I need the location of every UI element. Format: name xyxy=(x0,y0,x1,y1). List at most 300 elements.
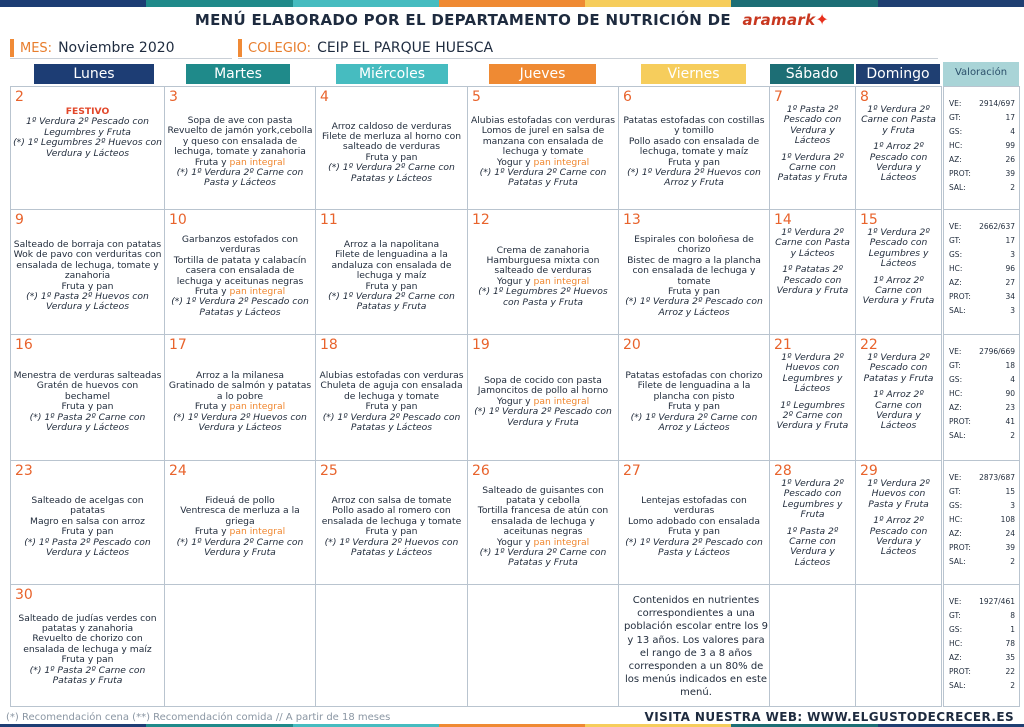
cena-recommendation: (*) 1º Verdura 2º Carne con Verdura y Fruta xyxy=(176,536,304,559)
nutrient-label: SAL: xyxy=(949,306,966,315)
pan-integral-text: pan integral xyxy=(533,536,590,548)
nutrient-row xyxy=(949,515,1015,524)
valoracion-cell xyxy=(943,209,1020,335)
day-number: 21 xyxy=(774,337,792,353)
weekend-suggestion: 1º Verdura 2º Carne con Pasta y Lácteos xyxy=(775,227,850,259)
day-number: 24 xyxy=(169,463,187,479)
nutrient-value: 26 xyxy=(1005,155,1015,164)
menu-content xyxy=(470,246,616,308)
cena-recommendation: (*) 1º Pasta 2º Carne con Patatas y Fruta xyxy=(29,664,146,686)
dish-line: Fideuá de pollo xyxy=(205,495,275,506)
menu-content xyxy=(470,486,616,569)
day-cell xyxy=(315,584,468,707)
menu-content xyxy=(13,496,162,558)
nutrient-value: 39 xyxy=(1005,543,1015,552)
website-link[interactable]: VISITA NUESTRA WEB: WWW.ELGUSTODECRECER.ES xyxy=(644,710,1014,724)
dessert-text: Fruta y pan xyxy=(61,401,114,413)
nutrient-value: 15 xyxy=(1005,487,1015,496)
menu-content xyxy=(774,105,851,190)
day-cell xyxy=(467,460,619,585)
cena-recommendation: (*) 1º Verdura 2º Huevos con Arroz y Fruta xyxy=(627,167,761,189)
dish-line: Alubias estofadas con verduras xyxy=(470,115,616,126)
menu-content xyxy=(774,228,851,302)
day-number: 26 xyxy=(472,463,490,479)
dish-line: Revuelto de jamón york,cebolla y queso con ensalada de lechuga, tomate y zanahoria xyxy=(167,125,313,158)
nutrient-label: VE: xyxy=(949,222,962,231)
dessert-text: Fruta y pan xyxy=(61,280,114,292)
cena-recommendation: (*) 1º Legumbres 2º Huevos con Pasta y Fruta xyxy=(478,286,608,308)
cena-recommendation: (*) 1º Verdura 2º Pescado con Verdura y Fruta xyxy=(474,406,612,428)
day-cell xyxy=(10,86,165,210)
day-cell xyxy=(164,584,316,707)
cena-recommendation: (*) 1º Verdura 2º Pescado con Patatas y Lácteos xyxy=(171,296,309,318)
dish-line: Arroz con salsa de tomate xyxy=(331,495,452,506)
day-cell xyxy=(164,86,316,210)
nutrient-label: SAL: xyxy=(949,681,966,690)
nutrient-row xyxy=(949,653,1015,662)
nutrient-value: 2 xyxy=(1010,431,1015,440)
day-cell xyxy=(315,209,468,335)
top-color-stripe xyxy=(0,0,1024,7)
nutrient-row xyxy=(949,557,1015,566)
dessert-text: Fruta y pan xyxy=(667,286,720,298)
nutrient-label: GT: xyxy=(949,361,961,370)
dish-line: Filete de merluza al horno con salteado de verduras xyxy=(321,130,462,153)
menu-content xyxy=(860,353,937,438)
dessert-text: Fruta y pan xyxy=(667,156,720,168)
day-cell xyxy=(855,460,942,585)
nutrient-row xyxy=(949,625,1015,634)
day-cell xyxy=(618,460,770,585)
day-number: 30 xyxy=(15,587,33,603)
nutrient-value: 41 xyxy=(1005,417,1015,426)
nutrient-label: HC: xyxy=(949,389,963,398)
dessert-text: Fruta y pan xyxy=(365,151,418,163)
nutrient-value: 2796/669 xyxy=(979,347,1015,356)
dessert-text: Fruta y pan xyxy=(61,654,114,666)
day-number: 22 xyxy=(860,337,878,353)
nutrient-note: Contenidos en nutrientes correspondientes a una población escolar entre los 9 y 13 años. Los valores para el rango de 3 a 8 años corresponden a un 80% de los menús indicados en este menú. xyxy=(623,595,769,699)
pan-integral-text: pan integral xyxy=(533,156,590,168)
nutrient-value: 22 xyxy=(1005,667,1015,676)
nutrient-value: 2873/687 xyxy=(979,473,1015,482)
weekend-suggestion: 1º Arroz 2º Carne con Verdura y Fruta xyxy=(862,274,935,307)
day-cell xyxy=(10,209,165,335)
menu-content xyxy=(774,353,851,438)
nutrient-label: AZ: xyxy=(949,529,962,538)
nutrient-value: 96 xyxy=(1005,264,1015,273)
dish-line: Arroz a la napolitana xyxy=(343,239,440,250)
dessert-text: Fruta y xyxy=(194,401,230,413)
day-cell xyxy=(10,584,165,707)
menu-content xyxy=(860,228,937,313)
nutrient-row xyxy=(949,417,1015,426)
weekend-suggestion: 1º Verdura 2º Carne con Patatas y Fruta xyxy=(777,151,848,184)
day-cell xyxy=(467,209,619,335)
festivo-label: FESTIVO xyxy=(65,106,110,117)
day-cell xyxy=(164,334,316,461)
nutrient-value: 2662/637 xyxy=(979,222,1015,231)
menu-content xyxy=(13,371,162,433)
weekend-suggestion: 1º Legumbres 2º Carne con Verdura y Fruta xyxy=(776,399,849,432)
menu-content xyxy=(621,496,767,558)
nutrient-row xyxy=(949,543,1015,552)
weekend-suggestion: 1º Arroz 2º Pescado con Verdura y Lácteos xyxy=(869,515,928,558)
cena-recommendation: (*) 1º Verdura 2º Carne con Arroz y Lácteos xyxy=(630,411,758,434)
nutrient-row xyxy=(949,292,1015,301)
nutrient-label: SAL: xyxy=(949,431,966,440)
day-number: 18 xyxy=(320,337,338,353)
nutrient-value: 4 xyxy=(1010,127,1015,136)
dessert-text: Fruta y pan xyxy=(667,526,720,538)
dessert-text: Fruta y pan xyxy=(365,526,418,538)
nutrient-row xyxy=(949,639,1015,648)
nutrient-row xyxy=(949,113,1015,122)
nutrient-label: SAL: xyxy=(949,183,966,192)
nutrient-label: GS: xyxy=(949,625,963,634)
day-number: 9 xyxy=(15,212,24,228)
nutrient-value: 17 xyxy=(1005,113,1015,122)
day-number: 16 xyxy=(15,337,33,353)
nutrient-label: AZ: xyxy=(949,653,962,662)
nutrient-value: 78 xyxy=(1005,639,1015,648)
dessert-text: Yogur y xyxy=(496,275,534,287)
nutrient-value: 2 xyxy=(1010,557,1015,566)
nutrient-row xyxy=(949,347,1015,356)
menu-content xyxy=(621,116,767,189)
dish-line: Sopa de ave con pasta xyxy=(187,115,293,126)
menu-content xyxy=(13,240,162,313)
nutrient-row xyxy=(949,611,1015,620)
day-cell xyxy=(855,584,942,707)
page-title xyxy=(0,10,1024,29)
dessert-text: Fruta y pan xyxy=(667,401,720,413)
dish-line: Espirales con boloñesa de chorizo xyxy=(634,234,754,256)
dish-line: Gratén de huevos con bechamel xyxy=(36,380,139,402)
dish-line: Sopa de cocido con pasta xyxy=(484,375,602,386)
menu-content xyxy=(470,376,616,428)
day-number: 19 xyxy=(472,337,490,353)
menu-content xyxy=(318,122,465,184)
menu-content xyxy=(621,371,767,433)
nutrient-row xyxy=(949,169,1015,178)
valoracion-cell xyxy=(943,584,1020,707)
day-header-2: Miércoles xyxy=(336,64,448,84)
day-cell xyxy=(769,334,856,461)
cena-recommendation: (*) 1º Pasta 2º Pescado con Verdura y Lácteos xyxy=(24,536,151,559)
nutrient-row xyxy=(949,529,1015,538)
colegio-underline xyxy=(238,58,938,59)
dish-line: Pollo asado con ensalada de lechuga, tomate y maíz xyxy=(628,135,760,158)
menu-content xyxy=(318,496,465,558)
cena-recommendation: (*) 1º Legumbres 2º Huevos con Verdura y Lácteos xyxy=(13,137,162,159)
cena-recommendation: (*) 1º Pasta 2º Huevos con Verdura y Lácteos xyxy=(26,291,149,313)
nutrient-row xyxy=(949,183,1015,192)
weekend-suggestion: 1º Verdura 2º Huevos con Legumbres y Lácteos xyxy=(781,352,844,395)
day-number: 15 xyxy=(860,212,878,228)
day-cell xyxy=(10,460,165,585)
nutrient-row xyxy=(949,681,1015,690)
cena-recommendation: (*) 1º Verdura 2º Pescado con Patatas y Lácteos xyxy=(322,411,461,434)
nutrient-label: HC: xyxy=(949,515,963,524)
nutrient-value: 2914/697 xyxy=(979,99,1015,108)
nutrient-label: HC: xyxy=(949,141,963,150)
dish-line: Arroz a la milanesa xyxy=(195,370,285,381)
day-number: 13 xyxy=(623,212,641,228)
cena-recommendation: (*) 1º Verdura 2º Pescado con Pasta y Lácteos xyxy=(625,536,763,559)
nutrient-row xyxy=(949,278,1015,287)
nutrient-row xyxy=(949,361,1015,370)
nutrient-label: PROT: xyxy=(949,543,971,552)
nutrient-label: PROT: xyxy=(949,667,971,676)
day-cell xyxy=(855,209,942,335)
nutrient-label: AZ: xyxy=(949,278,962,287)
menu-content xyxy=(860,479,937,564)
nutrient-label: HC: xyxy=(949,264,963,273)
day-number: 11 xyxy=(320,212,338,228)
pan-integral-text: pan integral xyxy=(229,156,286,168)
day-number: 4 xyxy=(320,89,329,105)
recomendacion-footnote: (*) Recomendación cena (**) Recomendación comida // A partir de 18 meses xyxy=(6,712,391,723)
nutrient-row xyxy=(949,375,1015,384)
nutrient-row xyxy=(949,236,1015,245)
day-number: 25 xyxy=(320,463,338,479)
nutrient-row xyxy=(949,403,1015,412)
nutrient-label: VE: xyxy=(949,473,962,482)
dessert-text: Fruta y pan xyxy=(61,526,114,538)
dish-line: Chuleta de aguja con ensalada de lechuga y tomate xyxy=(320,380,463,402)
nutrient-value: 108 xyxy=(1000,515,1015,524)
aramark-logo: aramark✦ xyxy=(742,10,830,29)
cena-recommendation: (*) 1º Verdura 2º Carne con Patatas y Lácteos xyxy=(328,162,455,184)
dessert-text: Fruta y pan xyxy=(365,280,418,292)
nutrient-row xyxy=(949,222,1015,231)
nutrient-value: 2 xyxy=(1010,183,1015,192)
nutrient-label: PROT: xyxy=(949,169,971,178)
day-number: 29 xyxy=(860,463,878,479)
nutrient-label: VE: xyxy=(949,597,962,606)
pan-integral-text: pan integral xyxy=(229,526,286,538)
dish-line: Revuelto de chorizo con ensalada de lechuga y maíz xyxy=(23,633,152,655)
nutrient-label: PROT: xyxy=(949,292,971,301)
day-cell xyxy=(769,86,856,210)
nutrient-value: 34 xyxy=(1005,292,1015,301)
dish-line: Tortilla francesa de atún con ensalada de lechuga y aceitunas negras xyxy=(477,505,609,538)
weekend-suggestion: 1º Verdura 2º Carne con Pasta y Fruta xyxy=(861,104,936,136)
dish-line: Lomo adobado con ensalada xyxy=(628,515,760,527)
valoracion-cell xyxy=(943,334,1020,461)
nutrient-label: GS: xyxy=(949,375,963,384)
nutrient-value: 1927/461 xyxy=(979,597,1015,606)
colegio-value: CEIP EL PARQUE HUESCA xyxy=(317,40,494,56)
day-header-5: Sábado xyxy=(770,64,854,84)
dish-line: Salteado de guisantes con patata y cebolla xyxy=(482,484,604,506)
day-number: 7 xyxy=(774,89,783,105)
day-cell xyxy=(855,334,942,461)
nutrient-label: VE: xyxy=(949,99,962,108)
dish-line: Lomos de jurel en salsa de manzana con ensalada de lechuga y tomate xyxy=(481,125,605,158)
menu-content xyxy=(167,496,313,558)
nutrient-label: HC: xyxy=(949,639,963,648)
cena-recommendation: (*) 1º Verdura 2º Carne con Patatas y Fruta xyxy=(479,546,607,569)
dish-line: 1º Verdura 2º Pescado con Legumbres y Fruta xyxy=(26,116,149,138)
day-cell xyxy=(618,86,770,210)
nutrient-value: 90 xyxy=(1005,389,1015,398)
dish-line: Lentejas estofadas con verduras xyxy=(641,495,747,517)
nutrient-label: VE: xyxy=(949,347,962,356)
nutrient-row xyxy=(949,431,1015,440)
nutrient-value: 18 xyxy=(1005,361,1015,370)
day-cell xyxy=(467,86,619,210)
weekend-suggestion: 1º Arroz 2º Carne con Verdura y Lácteos xyxy=(873,389,924,432)
pan-integral-text: pan integral xyxy=(229,286,286,298)
nutrient-row xyxy=(949,501,1015,510)
dish-line: Hamburguesa mixta con salteado de verduras xyxy=(486,254,600,277)
nutrient-label: PROT: xyxy=(949,417,971,426)
day-header-4: Viernes xyxy=(641,64,746,84)
day-header-1: Martes xyxy=(186,64,290,84)
menu-content xyxy=(621,235,767,318)
nutrient-label: GS: xyxy=(949,501,963,510)
day-cell xyxy=(164,209,316,335)
dish-line: Tortilla de patata y calabacín casera con ensalada de lechuga y aceitunas negras xyxy=(173,254,307,287)
day-number: 2 xyxy=(15,89,24,105)
nutrient-label: AZ: xyxy=(949,403,962,412)
weekend-suggestion: 1º Arroz 2º Pescado con Verdura y Lácteos xyxy=(869,141,928,184)
nutrient-value: 23 xyxy=(1005,403,1015,412)
day-header-3: Jueves xyxy=(489,64,596,84)
dish-line: Salteado de acelgas con patatas xyxy=(31,495,144,517)
day-number: 10 xyxy=(169,212,187,228)
nutrient-value: 1 xyxy=(1010,625,1015,634)
day-cell xyxy=(467,584,619,707)
colegio-field xyxy=(238,37,493,59)
dessert-text: Fruta y xyxy=(194,156,230,168)
dish-line: Filete de lenguadina a la andaluza con ensalada de lechuga y maíz xyxy=(331,249,452,282)
cena-recommendation: (*) 1º Verdura 2º Carne con Pasta y Lácteos xyxy=(176,167,304,189)
nutrient-row xyxy=(949,306,1015,315)
cena-recommendation: (*) 1º Verdura 2º Carne con Patatas y Fruta xyxy=(328,291,455,313)
nutrient-value: 17 xyxy=(1005,236,1015,245)
nutrient-row xyxy=(949,127,1015,136)
weekend-suggestion: 1º Pasta 2º Pescado con Verdura y Lácteos xyxy=(783,104,842,147)
dessert-text: Fruta y pan xyxy=(365,401,418,413)
nutrient-label: GS: xyxy=(949,127,963,136)
dish-line: Ventresca de merluza a la griega xyxy=(180,505,300,527)
day-header-6: Domingo xyxy=(856,64,940,84)
valoracion-cell xyxy=(943,86,1020,210)
dish-line: Menestra de verduras salteadas xyxy=(13,370,162,381)
menu-content xyxy=(13,105,162,159)
day-cell xyxy=(467,334,619,461)
weekend-suggestion: 1º Verdura 2º Pescado con Legumbres y Fruta xyxy=(781,478,844,521)
day-number: 20 xyxy=(623,337,641,353)
dessert-line xyxy=(13,655,162,665)
cena-recommendation: (*) 1º Verdura 2º Carne con Patatas y Fruta xyxy=(479,167,607,189)
dessert-text: Fruta y xyxy=(194,286,230,298)
menu-content xyxy=(470,116,616,189)
day-number: 5 xyxy=(472,89,481,105)
menu-content xyxy=(860,105,937,190)
mes-field xyxy=(10,37,175,59)
dish-line: Filete de lenguadina a la plancha con pisto xyxy=(637,380,751,402)
day-number: 27 xyxy=(623,463,641,479)
nutrient-label: GT: xyxy=(949,487,961,496)
nutrient-value: 24 xyxy=(1005,529,1015,538)
day-cell xyxy=(315,334,468,461)
menu-content xyxy=(318,371,465,433)
day-number: 6 xyxy=(623,89,632,105)
dessert-text: Yogur y xyxy=(496,395,534,407)
nutrient-row xyxy=(949,141,1015,150)
weekend-suggestion: 1º Verdura 2º Pescado con Legumbres y Lácteos xyxy=(867,227,930,270)
nutrient-label: SAL: xyxy=(949,557,966,566)
day-number: 3 xyxy=(169,89,178,105)
dessert-text: Fruta y xyxy=(194,526,230,538)
nutrient-row xyxy=(949,155,1015,164)
day-cell xyxy=(855,86,942,210)
nutrient-row xyxy=(949,473,1015,482)
nutrient-value: 2 xyxy=(1010,681,1015,690)
nutrient-row xyxy=(949,597,1015,606)
nutrient-value: 35 xyxy=(1005,653,1015,662)
day-cell xyxy=(769,460,856,585)
nutrient-label: GT: xyxy=(949,611,961,620)
day-number: 28 xyxy=(774,463,792,479)
nutrient-label: GT: xyxy=(949,236,961,245)
day-cell xyxy=(164,460,316,585)
weekend-suggestion: 1º Patatas 2º Pescado con Verdura y Fruta xyxy=(776,264,849,297)
nutrient-value: 3 xyxy=(1010,306,1015,315)
day-header-0: Lunes xyxy=(34,64,154,84)
day-number: 14 xyxy=(774,212,792,228)
dish-line: Arroz caldoso de verduras xyxy=(331,120,452,132)
dish-line: Crema de zanahoria xyxy=(496,244,590,256)
dish-line: Salteado de borraja con patatas xyxy=(13,239,162,250)
dish-line: Bistec de magro a la plancha con ensalada de lechuga y tomate xyxy=(627,254,761,287)
colegio-marker xyxy=(238,39,242,57)
cena-recommendation: (*) 1º Verdura 2º Pescado con Arroz y Lácteos xyxy=(625,296,763,318)
mes-label: MES: xyxy=(20,40,53,56)
menu-content xyxy=(318,240,465,313)
nutrient-value: 8 xyxy=(1010,611,1015,620)
cena-recommendation: (*) 1º Verdura 2º Huevos con Patatas y Lácteos xyxy=(324,536,459,559)
day-number: 17 xyxy=(169,337,187,353)
menu-content xyxy=(774,479,851,574)
nutrient-value: 4 xyxy=(1010,375,1015,384)
mes-marker xyxy=(10,39,14,57)
mes-underline xyxy=(10,58,232,59)
nutrient-row xyxy=(949,99,1015,108)
day-number: 23 xyxy=(15,463,33,479)
nutrient-row xyxy=(949,667,1015,676)
nutrient-row xyxy=(949,264,1015,273)
dish-line: Wok de pavo con verduritas con ensalada de lechuga, tomate y zanahoria xyxy=(13,249,162,282)
day-number: 12 xyxy=(472,212,490,228)
menu-content xyxy=(13,614,162,687)
day-cell xyxy=(618,209,770,335)
day-cell xyxy=(769,584,856,707)
dish-line: Jamoncitos de pollo al horno xyxy=(477,385,609,397)
nutrient-label: GT: xyxy=(949,113,961,122)
day-cell xyxy=(315,86,468,210)
day-number: 8 xyxy=(860,89,869,105)
day-cell xyxy=(618,334,770,461)
dish-line: Garbanzos estofados con verduras xyxy=(181,234,299,256)
pan-integral-text: pan integral xyxy=(229,401,286,413)
cena-recommendation: (*) 1º Pasta 2º Carne con Verdura y Lácteos xyxy=(29,411,146,434)
nutrient-label: GS: xyxy=(949,250,963,259)
